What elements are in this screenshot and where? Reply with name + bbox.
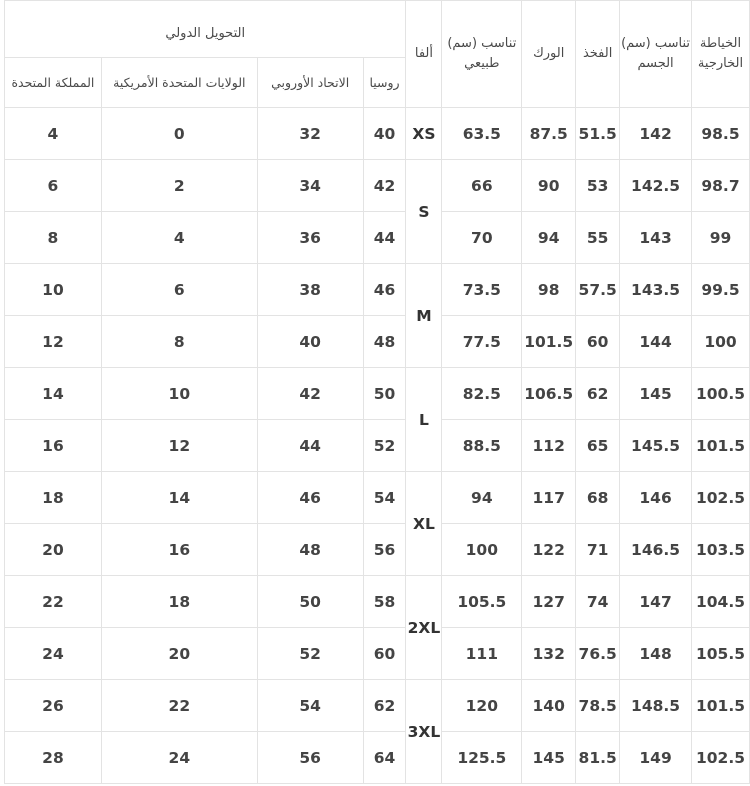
cell-outseam: 98.5 (691, 108, 749, 160)
cell-hip: 94 (522, 212, 576, 264)
size-table (4, 0, 750, 784)
alpha-size-cell: L (406, 368, 442, 472)
cell-hip: 112 (522, 420, 576, 472)
cell-thigh: 78.5 (576, 680, 620, 732)
cell-hip: 145 (522, 732, 576, 784)
table-row (5, 316, 750, 368)
cell-thigh: 68 (576, 472, 620, 524)
cell-ru: 60 (363, 628, 406, 680)
cell-outseam: 101.5 (691, 680, 749, 732)
cell-outseam: 102.5 (691, 732, 749, 784)
cell-ru: 50 (363, 368, 406, 420)
cell-natural: 70 (442, 212, 522, 264)
alpha-size-cell: XL (406, 472, 442, 576)
cell-body: 145 (620, 368, 692, 420)
alpha-size-cell: S (406, 160, 442, 264)
col-header-uk: المملكة المتحدة (5, 58, 102, 108)
cell-eu: 54 (257, 680, 363, 732)
cell-eu: 32 (257, 108, 363, 160)
cell-hip: 122 (522, 524, 576, 576)
intl-conversion-header: التحويل الدولي (5, 1, 406, 58)
cell-natural: 94 (442, 472, 522, 524)
cell-ru: 56 (363, 524, 406, 576)
cell-ru: 44 (363, 212, 406, 264)
cell-us: 20 (101, 628, 257, 680)
cell-eu: 56 (257, 732, 363, 784)
cell-us: 24 (101, 732, 257, 784)
col-header-outseam: الخياطة الخارجية (691, 1, 749, 108)
cell-eu: 42 (257, 368, 363, 420)
cell-ru: 40 (363, 108, 406, 160)
cell-us: 22 (101, 680, 257, 732)
table-row (5, 264, 750, 316)
cell-outseam: 100.5 (691, 368, 749, 420)
col-header-hip: الورك (522, 1, 576, 108)
cell-outseam: 99 (691, 212, 749, 264)
cell-natural: 63.5 (442, 108, 522, 160)
alpha-size-cell: XS (406, 108, 442, 160)
cell-uk: 20 (5, 524, 102, 576)
alpha-size-cell: 2XL (406, 576, 442, 680)
col-header-us: الولايات المتحدة الأمريكية (101, 58, 257, 108)
cell-eu: 46 (257, 472, 363, 524)
cell-uk: 22 (5, 576, 102, 628)
cell-outseam: 105.5 (691, 628, 749, 680)
col-header-eu: الاتحاد الأوروبي (257, 58, 363, 108)
cell-thigh: 81.5 (576, 732, 620, 784)
cell-eu: 44 (257, 420, 363, 472)
cell-natural: 125.5 (442, 732, 522, 784)
cell-natural: 66 (442, 160, 522, 212)
cell-hip: 106.5 (522, 368, 576, 420)
cell-body: 146 (620, 472, 692, 524)
cell-outseam: 101.5 (691, 420, 749, 472)
cell-ru: 52 (363, 420, 406, 472)
cell-us: 0 (101, 108, 257, 160)
cell-thigh: 74 (576, 576, 620, 628)
cell-uk: 28 (5, 732, 102, 784)
cell-us: 12 (101, 420, 257, 472)
cell-us: 6 (101, 264, 257, 316)
cell-body: 143.5 (620, 264, 692, 316)
cell-uk: 18 (5, 472, 102, 524)
cell-thigh: 65 (576, 420, 620, 472)
cell-body: 148.5 (620, 680, 692, 732)
cell-natural: 88.5 (442, 420, 522, 472)
cell-us: 8 (101, 316, 257, 368)
col-header-body-fit: تناسب (سم) الجسم (620, 1, 692, 108)
cell-hip: 87.5 (522, 108, 576, 160)
table-row (5, 420, 750, 472)
table-row (5, 472, 750, 524)
cell-body: 146.5 (620, 524, 692, 576)
table-row (5, 212, 750, 264)
table-row (5, 108, 750, 160)
cell-ru: 42 (363, 160, 406, 212)
cell-hip: 90 (522, 160, 576, 212)
cell-outseam: 98.7 (691, 160, 749, 212)
cell-uk: 6 (5, 160, 102, 212)
table-row (5, 524, 750, 576)
table-row (5, 576, 750, 628)
cell-thigh: 76.5 (576, 628, 620, 680)
cell-body: 148 (620, 628, 692, 680)
cell-uk: 24 (5, 628, 102, 680)
cell-thigh: 51.5 (576, 108, 620, 160)
col-header-russia: روسيا (363, 58, 406, 108)
cell-us: 16 (101, 524, 257, 576)
cell-thigh: 57.5 (576, 264, 620, 316)
cell-outseam: 104.5 (691, 576, 749, 628)
cell-outseam: 102.5 (691, 472, 749, 524)
cell-uk: 26 (5, 680, 102, 732)
cell-uk: 14 (5, 368, 102, 420)
table-row (5, 680, 750, 732)
cell-eu: 38 (257, 264, 363, 316)
cell-thigh: 60 (576, 316, 620, 368)
col-header-natural-fit: تناسب (سم) طبيعي (442, 1, 522, 108)
cell-natural: 105.5 (442, 576, 522, 628)
cell-us: 18 (101, 576, 257, 628)
cell-ru: 62 (363, 680, 406, 732)
cell-eu: 48 (257, 524, 363, 576)
cell-natural: 77.5 (442, 316, 522, 368)
cell-ru: 48 (363, 316, 406, 368)
cell-natural: 73.5 (442, 264, 522, 316)
cell-hip: 127 (522, 576, 576, 628)
cell-thigh: 55 (576, 212, 620, 264)
cell-natural: 120 (442, 680, 522, 732)
cell-body: 144 (620, 316, 692, 368)
cell-natural: 100 (442, 524, 522, 576)
cell-outseam: 99.5 (691, 264, 749, 316)
cell-body: 147 (620, 576, 692, 628)
cell-hip: 101.5 (522, 316, 576, 368)
size-table-body (5, 1, 750, 784)
cell-hip: 132 (522, 628, 576, 680)
cell-thigh: 53 (576, 160, 620, 212)
cell-uk: 16 (5, 420, 102, 472)
cell-ru: 58 (363, 576, 406, 628)
cell-body: 145.5 (620, 420, 692, 472)
cell-natural: 111 (442, 628, 522, 680)
cell-uk: 10 (5, 264, 102, 316)
cell-eu: 52 (257, 628, 363, 680)
cell-body: 143 (620, 212, 692, 264)
col-header-alpha: ألفا (406, 1, 442, 108)
cell-ru: 46 (363, 264, 406, 316)
cell-outseam: 100 (691, 316, 749, 368)
cell-body: 142.5 (620, 160, 692, 212)
cell-thigh: 71 (576, 524, 620, 576)
cell-eu: 34 (257, 160, 363, 212)
cell-eu: 50 (257, 576, 363, 628)
cell-hip: 117 (522, 472, 576, 524)
cell-natural: 82.5 (442, 368, 522, 420)
cell-uk: 8 (5, 212, 102, 264)
cell-uk: 12 (5, 316, 102, 368)
cell-outseam: 103.5 (691, 524, 749, 576)
cell-ru: 54 (363, 472, 406, 524)
cell-uk: 4 (5, 108, 102, 160)
col-header-thigh: الفخذ (576, 1, 620, 108)
cell-us: 10 (101, 368, 257, 420)
cell-hip: 98 (522, 264, 576, 316)
alpha-size-cell: 3XL (406, 680, 442, 784)
cell-us: 14 (101, 472, 257, 524)
cell-eu: 36 (257, 212, 363, 264)
table-row (5, 628, 750, 680)
table-row (5, 368, 750, 420)
cell-body: 142 (620, 108, 692, 160)
cell-us: 2 (101, 160, 257, 212)
cell-eu: 40 (257, 316, 363, 368)
cell-thigh: 62 (576, 368, 620, 420)
cell-body: 149 (620, 732, 692, 784)
cell-ru: 64 (363, 732, 406, 784)
table-row (5, 160, 750, 212)
cell-hip: 140 (522, 680, 576, 732)
alpha-size-cell: M (406, 264, 442, 368)
cell-us: 4 (101, 212, 257, 264)
table-row (5, 732, 750, 784)
header-row-top (5, 1, 750, 58)
